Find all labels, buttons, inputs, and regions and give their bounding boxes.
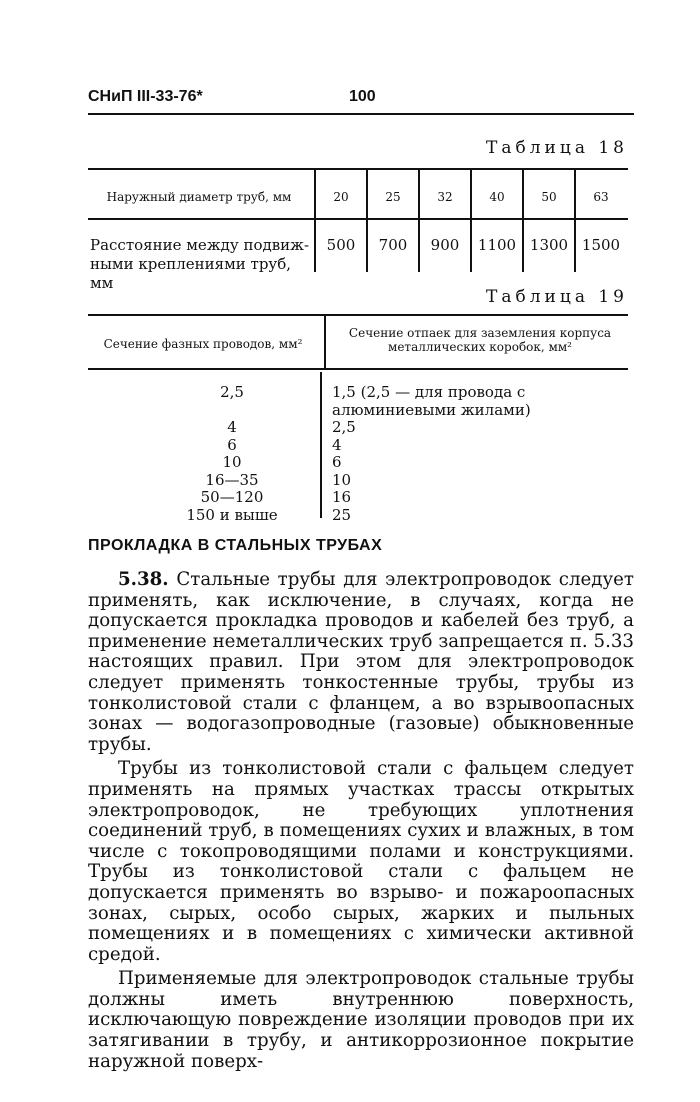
list-item: 25 xyxy=(332,505,352,524)
row-header-diameter: Наружный диаметр труб, мм xyxy=(106,190,292,204)
page-number: 100 xyxy=(349,88,376,105)
table-divider xyxy=(320,372,322,518)
table-19 xyxy=(88,314,628,524)
table-18 xyxy=(88,168,628,292)
document-code: СНиП III-33-76* xyxy=(88,88,203,105)
list-item: 50—120 xyxy=(200,488,264,506)
table-cell: 63 xyxy=(593,190,609,204)
list-item: 2,5 xyxy=(220,383,244,401)
list-item: 16—35 xyxy=(205,470,259,489)
table-cell: 900 xyxy=(430,236,460,254)
list-item: 2,5 xyxy=(332,418,356,436)
list-item: 16 xyxy=(332,488,352,506)
table-rule xyxy=(88,218,628,220)
table-divider xyxy=(522,168,524,272)
clause-number: 5.38. xyxy=(118,569,169,590)
table-cell: 500 xyxy=(326,236,356,254)
table-rule xyxy=(88,168,628,170)
list-item: 4 xyxy=(332,435,342,454)
list-item: 6 xyxy=(332,453,342,471)
section-title: ПРОКЛАДКА В СТАЛЬНЫХ ТРУБАХ xyxy=(88,537,383,554)
header-rule xyxy=(88,113,634,115)
table-rule xyxy=(88,314,628,316)
table-rule xyxy=(88,368,628,370)
phase-section-column xyxy=(148,384,316,524)
list-item xyxy=(148,402,316,420)
table-cell: 20 xyxy=(333,190,349,204)
table-cell: 1300 xyxy=(529,236,569,254)
list-item: 10 xyxy=(332,470,352,489)
list-item: 1,5 (2,5 — для провода с алюминиевыми жилами) xyxy=(332,383,531,419)
paragraph-5-38 xyxy=(88,570,634,755)
paragraph: Применяемые для электропроводок стальные трубы должны иметь внутреннюю поверхность, исключающую повреждение изоляции проводов при их затягивании в трубу, и антикоррозионное покрытие наружной поверх- xyxy=(88,968,634,1072)
paragraph: Трубы из тонколистовой стали с фальцем следует применять на прямых участках трассы открытых электропроводок, не требующих уплотнения соединений труб, в помещениях сухих и влажных, в том числе с токопроводящими полами и конструкциями. Трубы из тонколистовой стали с фальцем не допускается применять во взрыво- и пожароопасных зонах, сырых, особо сырых, жарких и пыльных помещениях и в помещениях с химически активной средой. xyxy=(88,758,634,965)
row-header-distance: Расстояние между подвиж-ными креплениями труб, мм xyxy=(90,236,310,292)
page-header xyxy=(88,88,634,114)
table-divider xyxy=(470,168,472,272)
table-19-caption: Таблица 19 xyxy=(486,287,628,307)
list-item: 10 xyxy=(222,453,242,471)
column-header-ground: Сечение отпаек для заземления корпуса металлических коробок, мм² xyxy=(348,326,612,354)
table-cell: 25 xyxy=(385,190,401,204)
table-divider xyxy=(314,168,316,272)
table-divider xyxy=(324,314,326,368)
table-divider xyxy=(574,168,576,272)
table-cell: 40 xyxy=(489,190,505,204)
list-item: 150 и выше xyxy=(186,505,278,524)
table-18-caption: Таблица 18 xyxy=(486,138,628,158)
table-cell: 700 xyxy=(378,236,408,254)
table-divider xyxy=(366,168,368,272)
table-cell: 1500 xyxy=(581,236,621,254)
paragraph-text: Стальные трубы для электропроводок следует применять, как исключение, в случаях, когда не допускается прокладка проводов и кабелей без труб, а применение неметаллических труб запрещается п. 5.33 настоящих правил. При этом для электропроводок следует применять тонкостенные трубы, трубы из тонколистовой стали с фланцем, а во взрывоопасных зонах — водогазопроводные (газовые) обыкновенные трубы. xyxy=(88,569,634,755)
list-item: 6 xyxy=(227,435,237,454)
ground-section-column xyxy=(332,384,632,524)
table-divider xyxy=(418,168,420,272)
body-text xyxy=(88,570,634,1076)
column-header-phase: Сечение фазных проводов, мм² xyxy=(103,337,303,351)
table-cell: 1100 xyxy=(477,236,517,254)
table-cell: 32 xyxy=(437,190,453,204)
list-item: 4 xyxy=(227,418,237,436)
table-cell: 50 xyxy=(541,190,557,204)
